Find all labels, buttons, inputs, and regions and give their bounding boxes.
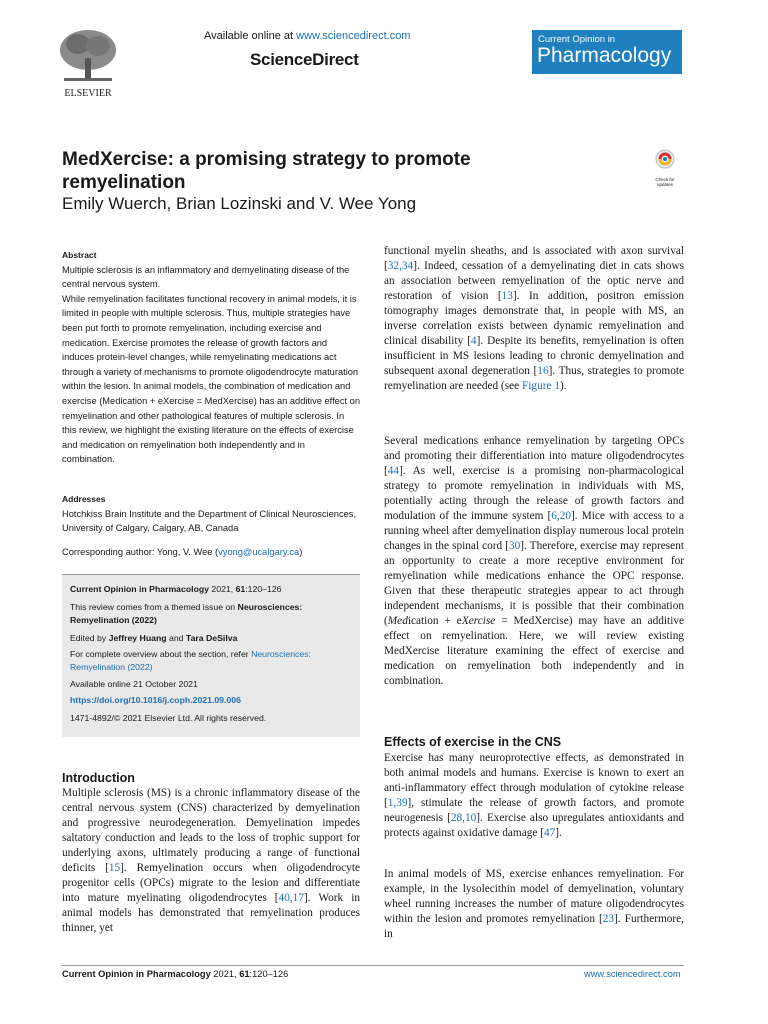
elsevier-logo [56, 26, 120, 102]
body-text: In animal models of MS, exercise enhances remyelination. For example, in the lysolecithin model of demyelination, voluntary wheel running increases the number of mature oligodendrocytes within the lesion and promotes remyelination [ [384, 868, 684, 925]
journal-banner [532, 30, 682, 74]
body-text: ]. Therefore, exercise may represent an opportunity to create a more receptive environment for remyelination while medications enhance the OPC response. Given that these therapeutic strategies appear to act through independent mechanisms, it is possible that their combination ( [384, 540, 684, 627]
info-theme-name: Neurosciences: Remyelination (2022) [70, 602, 303, 625]
corr-email-link[interactable]: vyong@ucalgary.ca [218, 546, 300, 557]
body-paragraph-4 [384, 867, 684, 942]
addresses-text: Hotchkiss Brain Institute and the Department of Clinical Neurosciences, University of Calgary, Calgary, AB, Canada [62, 508, 357, 534]
body-italic: X [461, 615, 469, 627]
info-volume: 61 [235, 584, 246, 594]
info-copyright: 1471-4892/© 2021 Elsevier Ltd. All rights reserved. [70, 713, 267, 723]
footer-volume: 61 [239, 969, 250, 979]
info-journal: Current Opinion in Pharmacology [70, 584, 210, 594]
corresponding-author [62, 545, 360, 560]
journal-banner-big: Pharmacology [537, 44, 672, 67]
body-text: ], stimulate the release of growth factors, and promote neurogenesis [ [384, 797, 684, 824]
body-text: ]. Despite its benefits, remyelination is often insufficient in MS lesions leading to chronic demyelination and subsequent axonal degeneration [ [384, 335, 684, 377]
body-text: ]. Furthermore, in [384, 913, 684, 940]
abstract-paragraph-1: Multiple sclerosis is an inflammatory and demyelinating disease of the central nervous system. [62, 264, 350, 290]
body-text: ]. Indeed, cessation of a demyelinating diet in cats shows an association between remyelination of the optic nerve and restoration of vision [ [384, 260, 684, 302]
reference-link[interactable]: 6,20 [551, 510, 572, 522]
introduction-body [62, 786, 360, 936]
check-for-updates-badge[interactable] [652, 148, 678, 187]
info-edited-prefix: Edited by [70, 633, 109, 643]
available-online [204, 30, 410, 42]
body-italic: Med [387, 615, 408, 627]
reference-link[interactable]: 28,10 [450, 812, 477, 824]
reference-link[interactable]: 32,34 [387, 260, 414, 272]
footer-divider [62, 965, 684, 966]
body-paragraph-1 [384, 244, 684, 394]
reference-link[interactable]: 47 [543, 827, 556, 839]
intro-text: ]. Remyelination occurs when oligodendrocyte progenitor cells (OPCs) migrate to the lesion and differentiate into mature myelinating oligodendrocytes [ [62, 862, 360, 904]
footer-site-link[interactable]: www.sciencedirect.com [584, 969, 681, 979]
footer-journal: Current Opinion in Pharmacology [62, 969, 211, 979]
info-citation [70, 583, 356, 596]
reference-link[interactable]: 16 [537, 365, 549, 377]
journal-banner-small: Current Opinion in [538, 34, 616, 45]
intro-text: ]. Work in animal models has demonstrated that remyelination produces thinner, yet [62, 892, 360, 934]
reference-link[interactable]: 13 [501, 290, 513, 302]
body-text: Several medications enhance remyelination by targeting OPCs and promoting their differentiation into mature oligodendrocytes [ [384, 435, 684, 477]
info-overview [70, 648, 356, 674]
info-editor-1: Jeffrey Huang [108, 633, 167, 643]
sciencedirect-link[interactable]: www.sciencedirect.com [296, 30, 411, 42]
reference-link[interactable]: 15 [108, 862, 121, 874]
intro-text: Multiple sclerosis (MS) is a chronic inflammatory disease of the central nervous system (CNS) characterized by demyelination and progressive neurodegeneration. Demyelination impedes saltatory conduction and leads to the loss of trophic support for underlying axons, ultimately producing a range of functional deficits [ [62, 787, 360, 874]
body-text: functional myelin sheaths, and is associated with axon survival [ [384, 245, 684, 272]
corr-prefix: Corresponding author: Yong, V. Wee ( [62, 546, 219, 557]
info-pages: :120–126 [245, 584, 282, 594]
info-available: Available online 21 October 2021 [70, 679, 198, 689]
publisher-logo-text: ELSEVIER [64, 88, 112, 99]
body-text: ]. In addition, positron emission tomography images demonstrate that, in people with MS, an inverse correlation exists between dynamic remyelination and clinical disability [ [384, 290, 684, 347]
footer-citation [62, 969, 288, 979]
info-theme [70, 601, 356, 627]
body-text: ]. Exercise also upregulates antioxidants and protects against oxidative damage [ [384, 812, 684, 839]
available-prefix: Available online at [204, 30, 297, 42]
info-and: and [166, 633, 186, 643]
body-italic: ercise [468, 615, 496, 627]
info-overview-link[interactable]: Neurosciences: Remyelination (2022) [70, 649, 311, 672]
corr-suffix: ) [299, 546, 303, 557]
abstract-heading: Abstract [62, 250, 97, 260]
article-title: MedXercise: a promising strategy to promote remyelination [62, 149, 471, 193]
body-paragraph-3 [384, 751, 684, 841]
addresses [62, 492, 360, 559]
footer-pages: :120–126 [249, 969, 289, 979]
addresses-heading: Addresses [62, 494, 106, 504]
reference-link[interactable]: 44 [387, 465, 400, 477]
body-paragraph-2 [384, 434, 684, 689]
abstract [62, 248, 360, 467]
info-editors [70, 632, 356, 645]
tree-icon [56, 26, 120, 102]
sciencedirect-wordmark: ScienceDirect [250, 50, 359, 69]
section-heading-effects: Effects of exercise in the CNS [384, 735, 562, 749]
reference-link[interactable]: 1,39 [387, 797, 408, 809]
body-text: ication + e [407, 615, 462, 627]
reference-link[interactable]: 40,17 [278, 892, 304, 904]
reference-link[interactable]: 23 [602, 913, 615, 925]
figure-link[interactable]: Figure 1 [522, 380, 560, 392]
body-text: ]. As well, exercise is a promising non-pharmacological strategy to promote remyelination in individuals with MS, potentially acting through the release of growth factors and modulation of the immune system [ [384, 465, 684, 522]
article-authors: Emily Wuerch, Brian Lozinski and V. Wee Yong [62, 194, 417, 213]
body-text: ). [559, 380, 567, 392]
info-year: 2021, [209, 584, 236, 594]
check-updates-icon [652, 148, 678, 178]
reference-link[interactable]: 4 [470, 335, 477, 347]
info-theme-prefix: This review comes from a themed issue on [70, 602, 238, 612]
body-text: Exercise has many neuroprotective effects, as demonstrated in both animal models and humans. Exercise is known to exert an anti-inflammatory effect through modulation of cytokine release [ [384, 752, 684, 809]
body-text: ]. Mice with access to a running wheel after demyelination display numerous local protein changes in the spinal cord [ [384, 510, 684, 552]
article-info-box [62, 574, 360, 737]
abstract-paragraph-2: While remyelination facilitates functional recovery in animal models, it is limited in people with multiple sclerosis. Thus, multiple strategies have been put forth to promote remyelination, including exercise and medication. Exercise promotes the release of growth factors and induces protein-level changes, while remyelinating medications act through a variety of mechanisms to promote oligodendrocyte maturation within the lesion. In animal models, the combination of medication and exercise (Medication + eXercise = MedXercise) has an additive effect on remyelination and other pathological features of multiple sclerosis. In this review, we highlight the existing literature on the effects of exercise and medication on remyelination both independently and in combination. [62, 293, 360, 465]
info-overview-prefix: For complete overview about the section, refer [70, 649, 252, 659]
body-text: ]. [555, 827, 562, 839]
info-doi-link[interactable]: https://doi.org/10.1016/j.coph.2021.09.006 [70, 695, 241, 705]
body-text: = MedXercise) may have an additive effect on remyelination. Here, we will review existing MedXercise literature examining the effect of exercise and medication on remyelination both independently and in combination. [384, 615, 684, 687]
check-updates-label: Check for updates [655, 177, 675, 187]
introduction-heading: Introduction [62, 771, 135, 785]
info-editor-2: Tara DeSilva [185, 633, 238, 643]
body-text: ]. Thus, strategies to promote remyelination are needed (see [384, 365, 684, 392]
reference-link[interactable]: 30 [508, 540, 521, 552]
footer-year: 2021, [210, 969, 240, 979]
